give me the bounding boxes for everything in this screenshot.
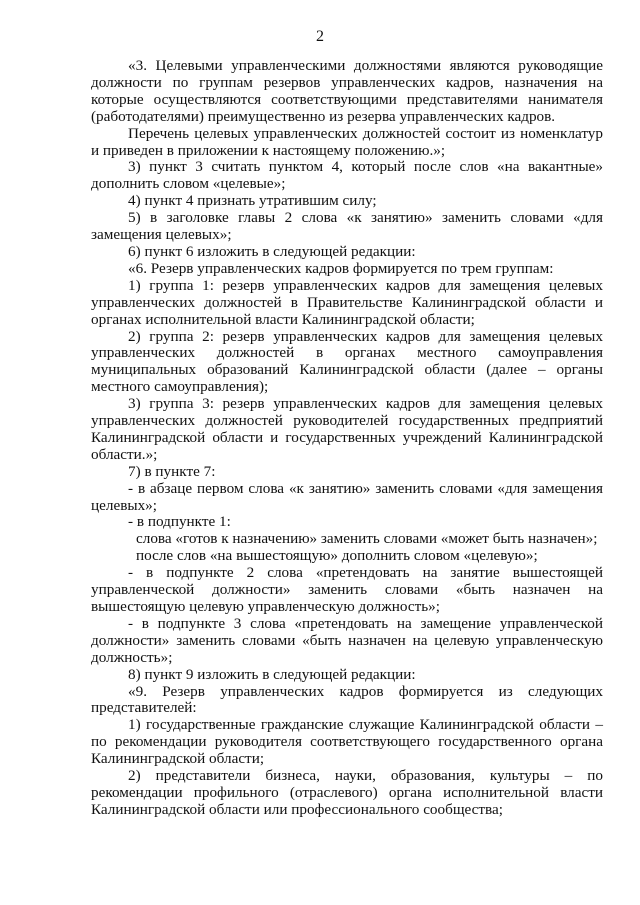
paragraph-item-3: 3) пункт 3 считать пунктом 4, который после слов «на вакантные» дополнить словом «целевые»;: [91, 158, 603, 193]
paragraph-item-6: 6) пункт 6 изложить в следующей редакции:: [128, 242, 416, 260]
paragraph-item-4: 4) пункт 4 признать утратившим силу;: [128, 192, 377, 210]
paragraph-list-of-positions: Перечень целевых управленческих должностей состоит из номенклатур и приведен в приложении к настоящему положению.»;: [91, 124, 603, 159]
paragraph-group-3: 3) группа 3: резерв управленческих кадров для замещения целевых управленческих должностей руководителей государственных предприятий Калининградской области и государственных учреждений Калининградской области.»;: [91, 395, 603, 463]
paragraph-clause-9: «9. Резерв управленческих кадров формируется из следующих представителей:: [91, 682, 603, 717]
paragraph-clause-6: «6. Резерв управленческих кадров формируется по трем группам:: [128, 259, 554, 277]
paragraph-subitem-1-after: после слов «на вышестоящую» дополнить словом «целевую»;: [136, 547, 538, 565]
paragraph-group-2: 2) группа 2: резерв управленческих кадров для замещения целевых управленческих должностей в органах местного самоуправления муниципальных образований Калининградской области (далее – органы местного самоуправления);: [91, 327, 603, 396]
paragraph-group-1: 1) группа 1: резерв управленческих кадров для замещения целевых управленческих должностей в Правительстве Калининградской области и органах исполнительной власти Калининградской области;: [91, 276, 603, 328]
paragraph-representatives-1: 1) государственные гражданские служащие Калининградской области – по рекомендации руководителя соответствующего государственного органа Калининградской области;: [91, 716, 603, 768]
document-body: [91, 58, 603, 819]
paragraph-item-8: 8) пункт 9 изложить в следующей редакции:: [128, 665, 416, 683]
paragraph-subitem-3: - в подпункте 3 слова «претендовать на замещение управленческой должности» заменить словами «быть назначен на целевую управленческую должность»;: [91, 614, 603, 666]
paragraph-item-7-first: - в абзаце первом слова «к занятию» заменить словами «для замещения целевых»;: [91, 479, 603, 514]
paragraph-representatives-2: 2) представители бизнеса, науки, образования, культуры – по рекомендации профильного (отраслевого) органа исполнительной власти Калининградской области или профессионального сообщества;: [91, 767, 603, 818]
page-number: 2: [316, 28, 324, 45]
paragraph-clause-3: «3. Целевыми управленческими должностями являются руководящие должности по группам резервов управленческих кадров, назначения на которые осуществляются соответствующими представителями нанимателя (работодателями) преимущественно из резерва управленческих кадров.: [91, 57, 603, 125]
paragraph-subitem-2: - в подпункте 2 слова «претендовать на занятие вышестоящей управленческой должности» заменить словами «быть назначен на вышестоящую целевую управленческую должность»;: [91, 564, 603, 615]
paragraph-subitem-1: - в подпункте 1:: [128, 513, 231, 531]
paragraph-item-7: 7) в пункте 7:: [128, 462, 216, 480]
paragraph-subitem-1-words: слова «готов к назначению» заменить словами «может быть назначен»;: [136, 530, 598, 548]
paragraph-item-5: 5) в заголовке главы 2 слова «к занятию» заменить словами «для замещения целевых»;: [91, 209, 603, 244]
